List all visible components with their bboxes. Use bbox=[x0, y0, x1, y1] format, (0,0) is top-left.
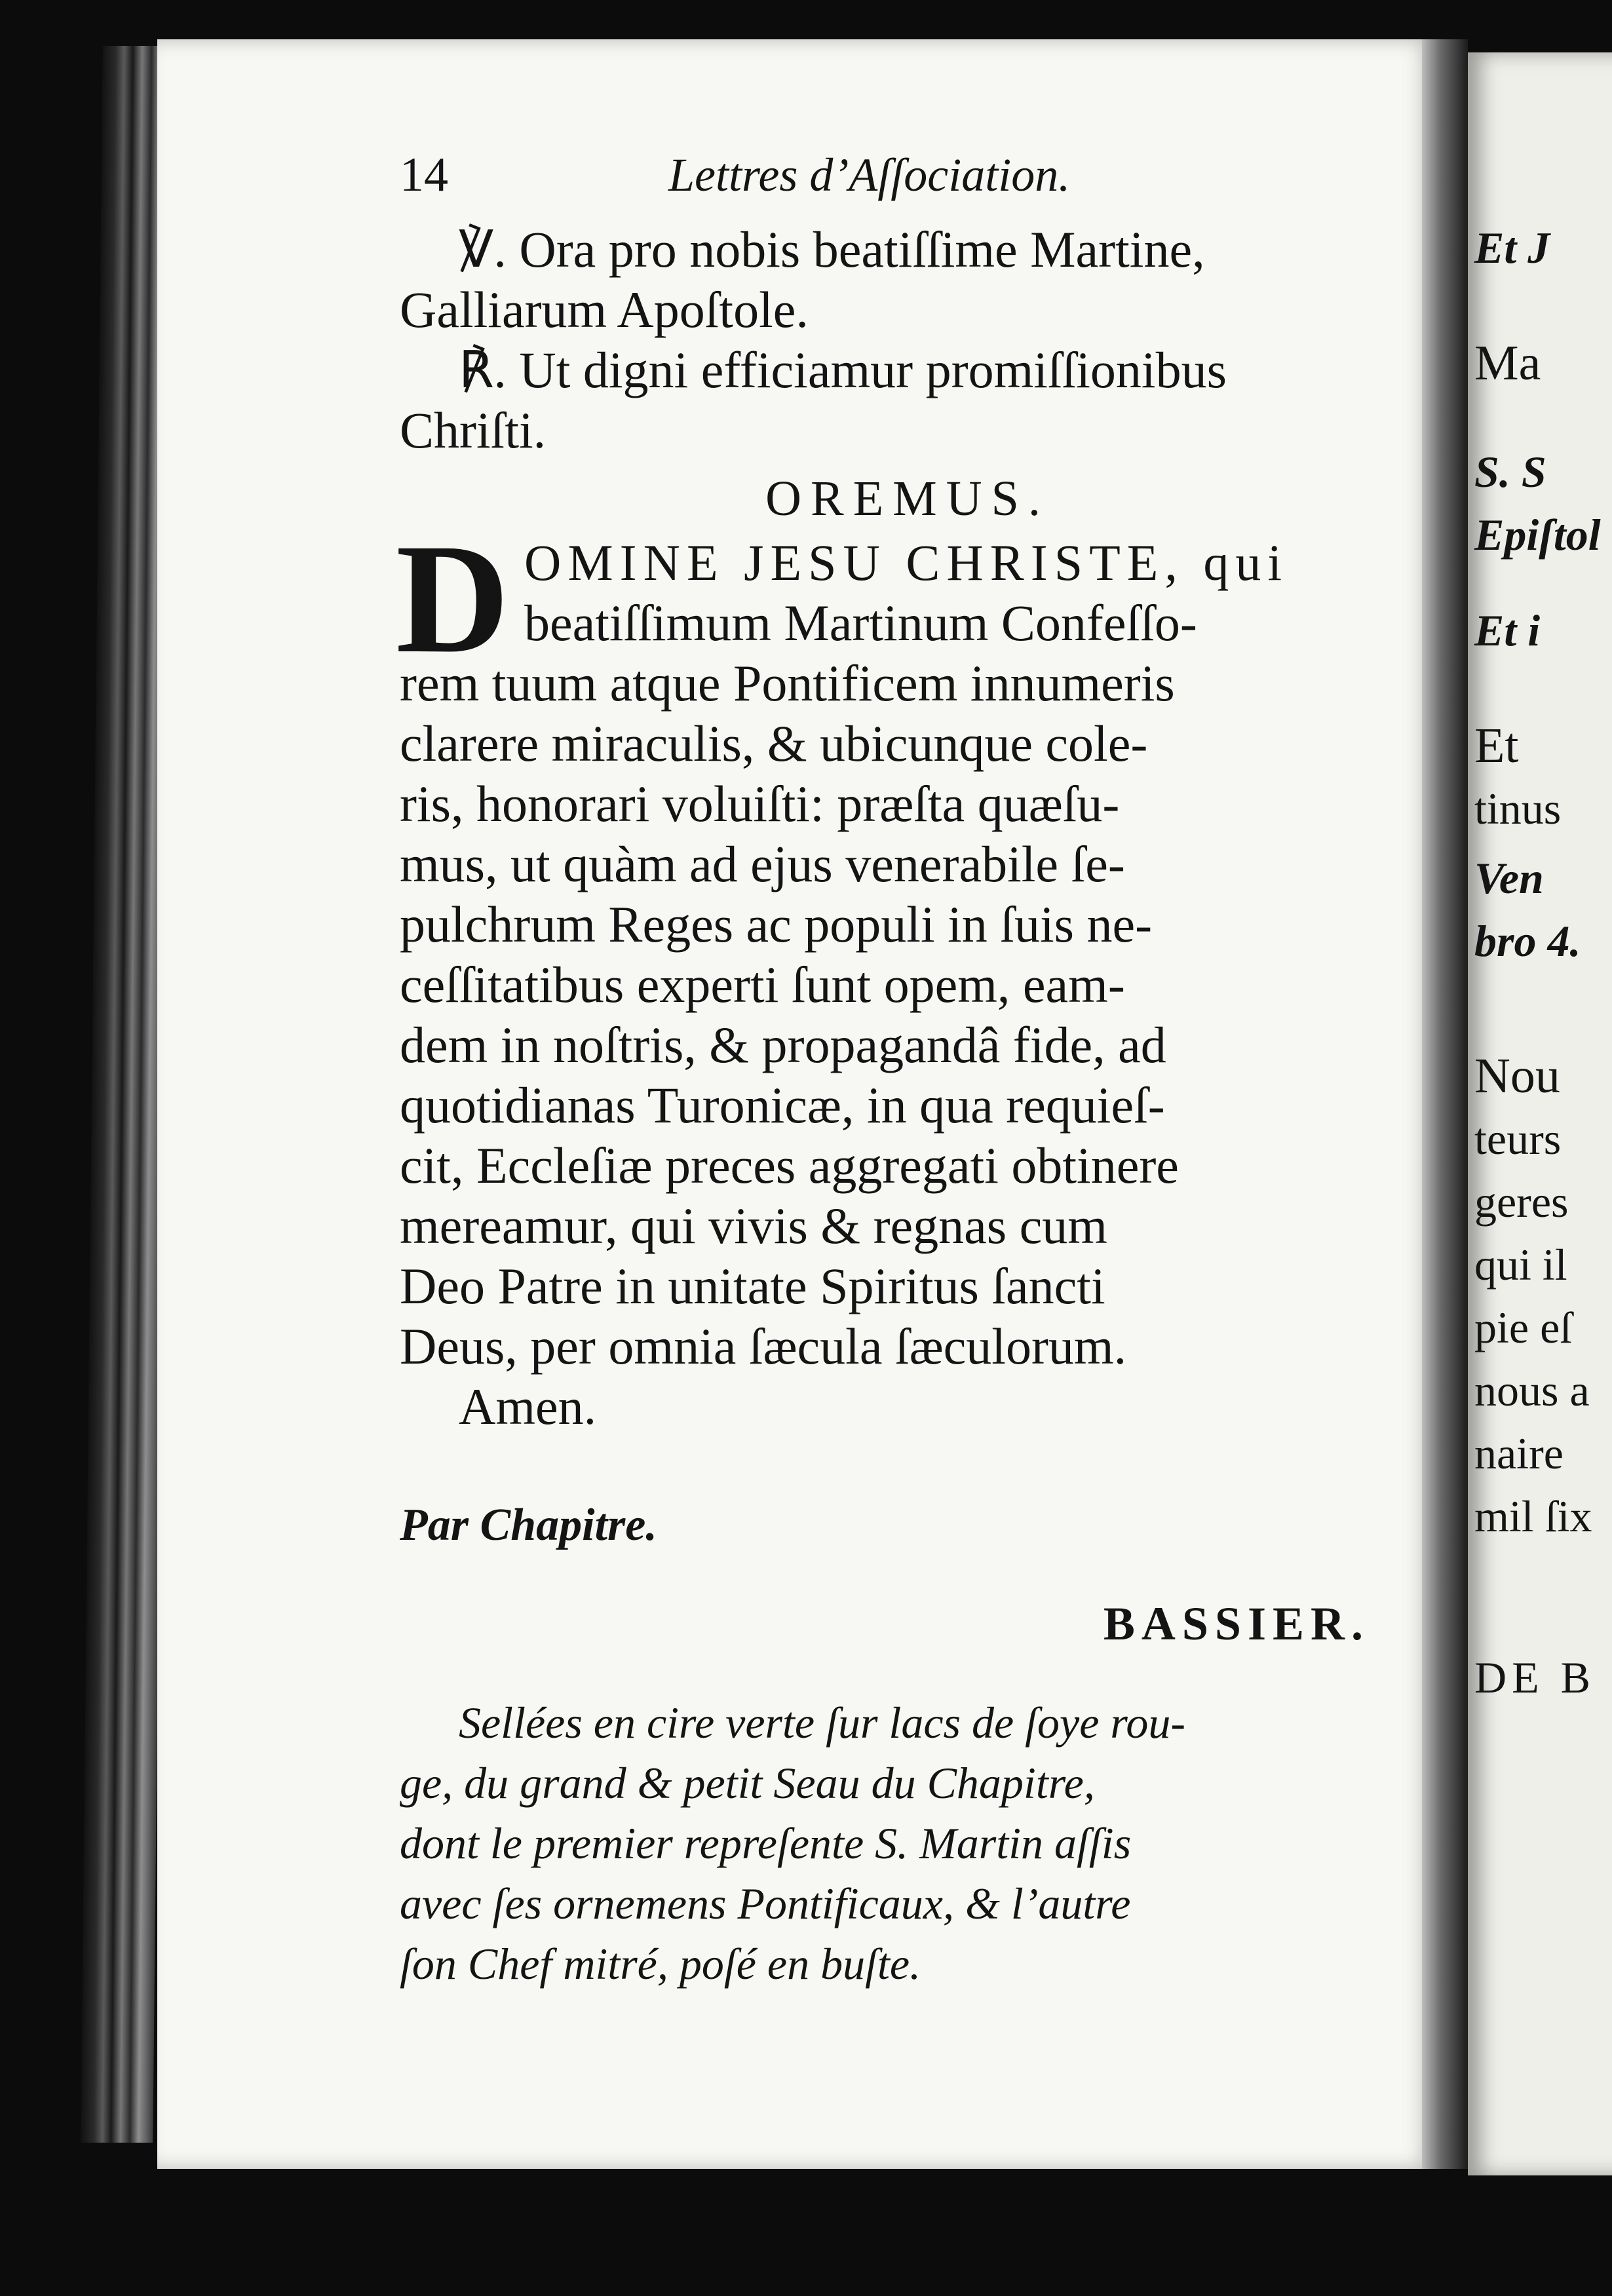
facing-line: Epiſtol bbox=[1474, 510, 1601, 560]
response-line: Chriſti. bbox=[400, 402, 547, 459]
prayer-line: Deo Patre in unitate Spiritus ſancti bbox=[400, 1257, 1105, 1314]
prayer-line: ris, honorari voluiſti: præſta quæſu- bbox=[400, 775, 1120, 832]
prayer-line: ceſſitatibus experti ſunt opem, eam- bbox=[400, 956, 1125, 1013]
facing-line: qui il bbox=[1474, 1240, 1567, 1290]
facing-line: tinus bbox=[1474, 784, 1562, 833]
facing-line: S. S bbox=[1474, 447, 1546, 497]
drop-cap-initial: D bbox=[396, 511, 510, 685]
signature: BASSIER. bbox=[1103, 1598, 1370, 1650]
prayer-line: Deus, per omnia ſæcula ſæculorum. bbox=[400, 1318, 1127, 1375]
prayer-line: rem tuum atque Pontificem innumeris bbox=[400, 655, 1175, 712]
prayer-line: mereamur, qui vivis & regnas cum bbox=[400, 1197, 1107, 1254]
facing-line: Et bbox=[1474, 718, 1519, 773]
seal-description bbox=[400, 1693, 1370, 1994]
facing-line: Ma bbox=[1474, 335, 1541, 391]
prayer-line: quotidianas Turonicæ, in qua requieſ- bbox=[400, 1077, 1165, 1134]
left-page-text bbox=[396, 147, 1370, 1994]
prayer-line: clarere miraculis, & ubicunque cole- bbox=[400, 715, 1148, 772]
running-head bbox=[400, 147, 1370, 220]
facing-line: bro 4. bbox=[1474, 916, 1581, 966]
seal-line: dont le premier repreſente S. Martin aſſis bbox=[400, 1818, 1132, 1868]
seal-line: ſon Chef mitré, poſé en buſte. bbox=[400, 1939, 921, 1989]
versicle-line: Galliarum Apoſtole. bbox=[400, 281, 809, 338]
oremus-heading: OREMUS. bbox=[765, 471, 1050, 526]
facing-line: mil ſix bbox=[1474, 1491, 1592, 1541]
prayer-line: beatiſſimum Martinum Confeſſo- bbox=[524, 594, 1197, 651]
chapitre-attribution: Par Chapitre. bbox=[400, 1500, 657, 1550]
prayer-line: dem in noſtris, & propagandâ fide, ad bbox=[400, 1016, 1166, 1073]
prayer-line: OMINE JESU CHRISTE, qui bbox=[524, 534, 1289, 591]
facing-line: DE B bbox=[1474, 1653, 1596, 1702]
facing-line: nous a bbox=[1474, 1366, 1590, 1415]
page-number: 14 bbox=[400, 148, 448, 202]
versicle bbox=[400, 220, 1370, 340]
amen: Amen. bbox=[459, 1378, 597, 1435]
facing-line: Ven bbox=[1474, 853, 1544, 903]
facing-line: Et i bbox=[1474, 605, 1541, 655]
facing-line: geres bbox=[1474, 1177, 1569, 1227]
prayer-line: cit, Eccleſiæ preces aggregati obtinere bbox=[400, 1137, 1179, 1194]
prayer-line: pulchrum Reges ac populi in ſuis ne- bbox=[400, 896, 1153, 953]
seal-line: Sellées en cire verte ſur lacs de ſoye rou- bbox=[459, 1698, 1185, 1748]
facing-line: pie eſ bbox=[1474, 1303, 1573, 1352]
versicle-line: ℣. Ora pro nobis beatiſſime Martine, bbox=[459, 221, 1205, 278]
response bbox=[400, 340, 1370, 461]
facing-line: teurs bbox=[1474, 1114, 1562, 1164]
facing-line: Nou bbox=[1474, 1048, 1560, 1103]
running-title: Lettres d’Aſſociation. bbox=[668, 149, 1071, 201]
facing-line: naire bbox=[1474, 1428, 1564, 1478]
facing-line: Et J bbox=[1474, 223, 1550, 273]
prayer-line: mus, ut quàm ad ejus venerabile ſe- bbox=[400, 835, 1125, 892]
seal-line: ge, du grand & petit Seau du Chapitre, bbox=[400, 1758, 1095, 1808]
book-gutter bbox=[1422, 39, 1468, 2169]
prayer bbox=[396, 511, 1370, 1437]
response-line: ℟. Ut digni efficiamur promiſſionibus bbox=[459, 341, 1227, 398]
facing-page-text bbox=[1474, 216, 1612, 1709]
seal-line: avec ſes ornemens Pontificaux, & l’autre bbox=[400, 1879, 1131, 1928]
